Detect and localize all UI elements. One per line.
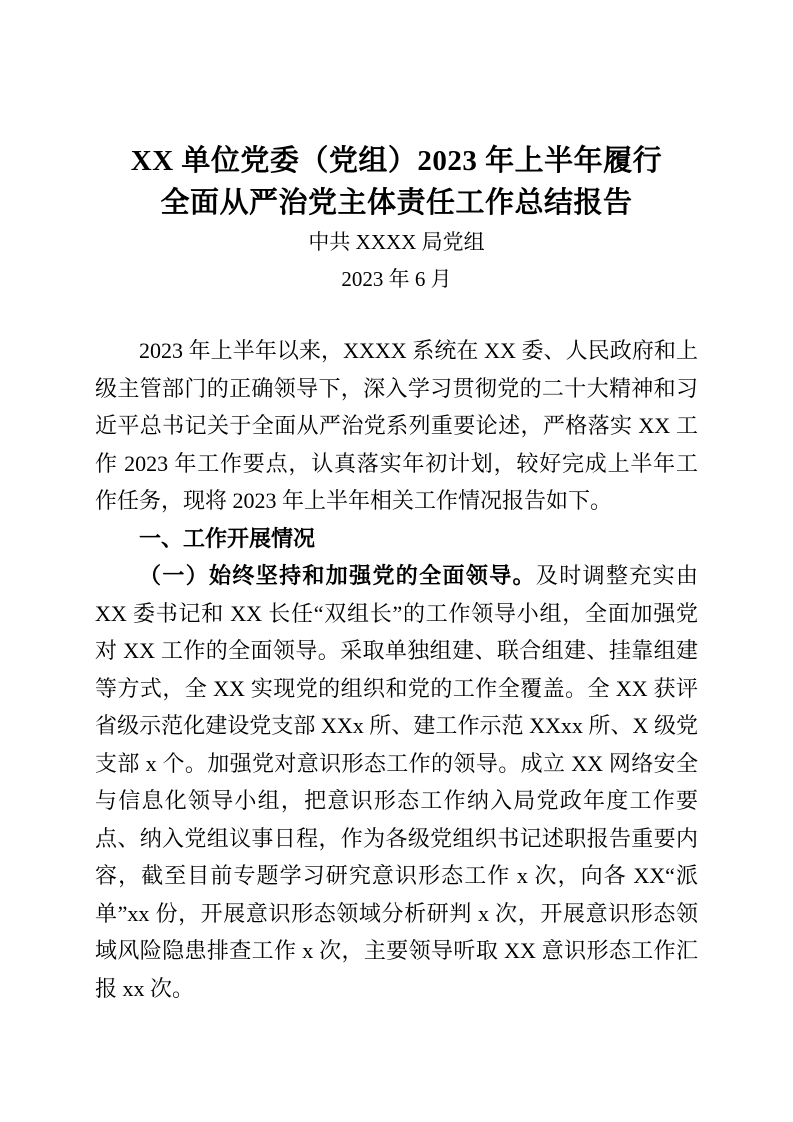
intro-paragraph: 2023 年上半年以来，XXXX 系统在 XX 委、人民政府和上级主管部门的正确领导下，深入学习贯彻党的二十大精神和习近平总书记关于全面从严治党系列重要论述，严格落实 XX 工作 2023 年工作要点，认真落实年初计划，较好完成上半年工作任务，现将 2023 年上半年相关工作情况报告如下。	[95, 338, 698, 513]
date-line: 2023 年 6 月	[341, 267, 452, 291]
byline: 中共 XXXX 局党组	[308, 230, 485, 254]
section-1-heading: 一、工作开展情况	[139, 525, 316, 551]
document-title-line-2: 全面从严治党主体责任工作总结报告	[160, 187, 633, 219]
document-title-line-1: XX 单位党委（党组）2023 年上半年履行	[130, 145, 663, 177]
section-1-item-1-lead: （一）始终坚持和加强党的全面领导。	[139, 563, 536, 588]
section-1-item-1-paragraph	[95, 557, 698, 1007]
section-1-item-1-body: 及时调整充实由 XX 委书记和 XX 长任“双组长”的工作领导小组，全面加强党对 XX 工作的全面领导。采取单独组建、联合组建、挂靠组建等方式，全 XX 实现党的组织和党的工作全覆盖。全 XX 获评省级示范化建设党支部 XXx 所、建工作示范 XXxx 所、X 级党支部 x 个。加强党对意识形态工作的领导。成立 XX 网络安全与信息化领导小组，把意识形态工作纳入局党政年度工作要点、纳入党组议事日程，作为各级党组织书记述职报告重要内容，截至目前专题学习研究意识形态工作 x 次，向各 XX“派单”xx 份，开展意识形态领域分析研判 x 次，开展意识形态领域风险隐患排查工作 x 次，主要领导听取 XX 意识形态工作汇报 xx 次。	[95, 563, 698, 1001]
document-title	[95, 140, 698, 224]
